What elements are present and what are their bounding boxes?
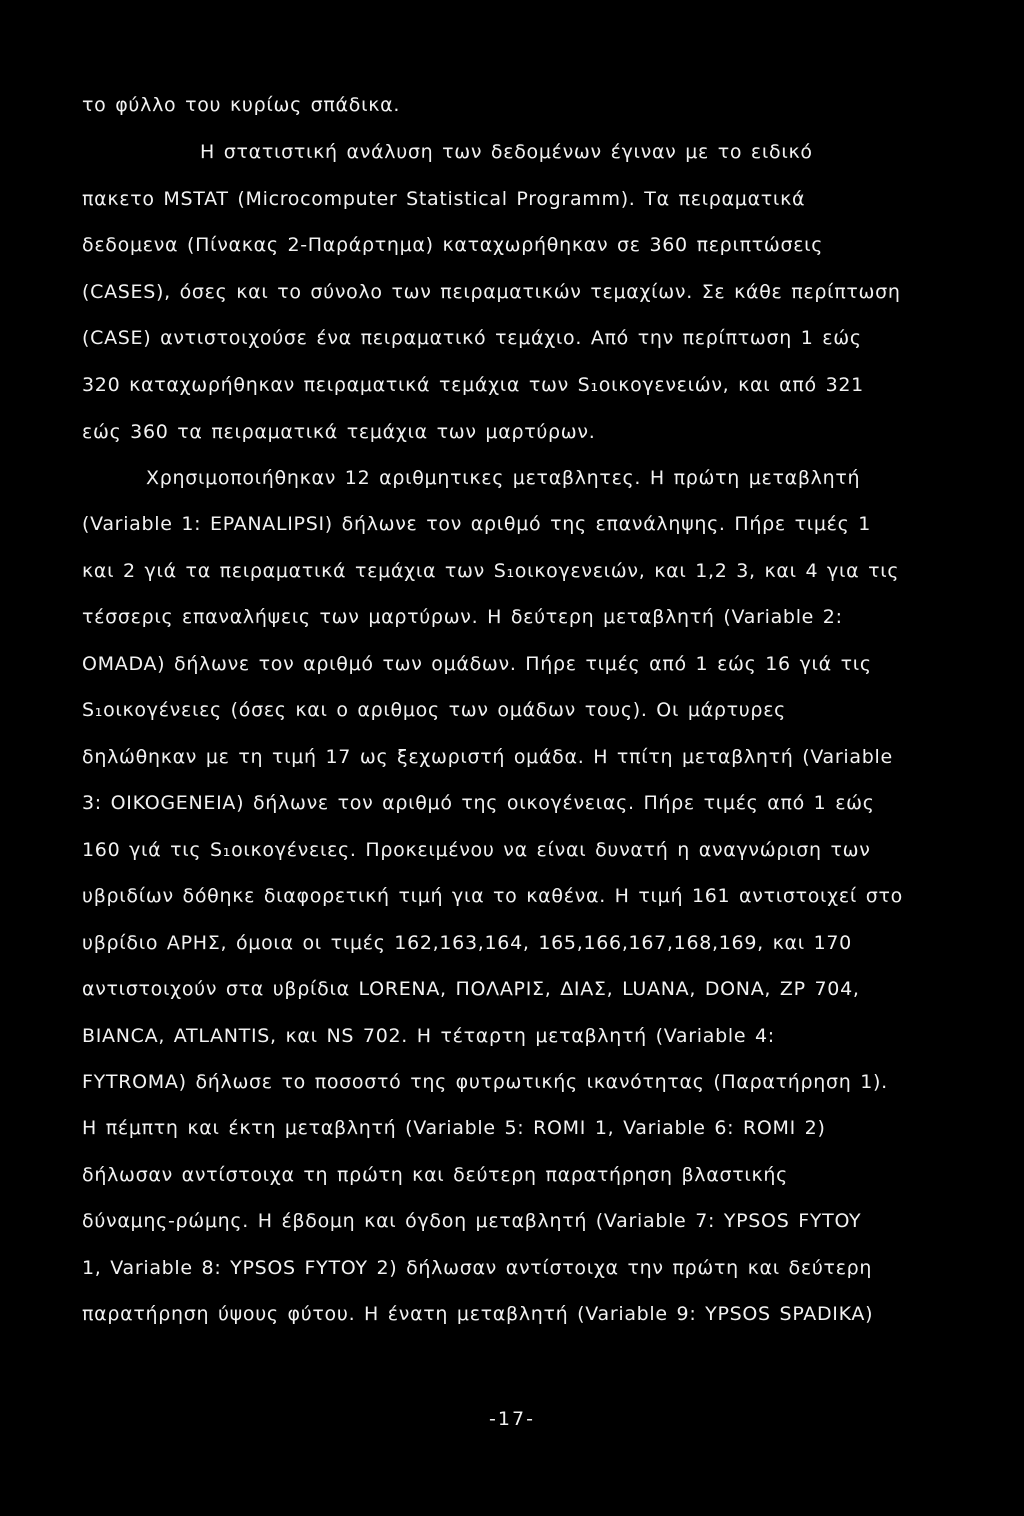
text-line: αντιστοιχούν στα υβρίδια LORENA, ΠΟΛΑΡΙΣ, ΔΙΑΣ, LUANA, DONA, ZP 704, <box>82 978 860 1000</box>
text-line: δύναμης-ρώμης. Η έβδομη και όγδοη μεταβλητή (Variable 7: YPSOS FYTOY <box>82 1210 862 1232</box>
text-line: FYTROMA) δήλωσε το ποσοστό της φυτρωτικής ικανότητας (Παρατήρηση 1). <box>82 1071 888 1093</box>
page-number: -17- <box>489 1408 535 1430</box>
text-line: 160 γιά τις S₁οικογένειες. Προκειμένου να είναι δυνατή η αναγνώριση των <box>82 839 871 861</box>
text-line: 3: OIKOGENEIA) δήλωνε τον αριθμό της οικογένειας. Πήρε τιμές από 1 εώς <box>82 792 875 814</box>
text-line: υβρίδιο ΑΡΗΣ, όμοια οι τιμές 162,163,164, 165,166,167,168,169, και 170 <box>82 932 852 954</box>
text-line: BIANCA, ATLANTIS, και NS 702. Η τέταρτη μεταβλητή (Variable 4: <box>82 1025 775 1047</box>
text-line: δήλωσαν αντίστοιχα τη πρώτη και δεύτερη παρατήρηση βλαστικής <box>82 1164 788 1186</box>
text-line: S₁οικογένειες (όσες και ο αριθμος των ομάδων τους). Οι μάρτυρες <box>82 699 787 721</box>
text-line: δεδομενα (Πίνακας 2-Παράρτημα) καταχωρήθηκαν σε 360 περιπτώσεις <box>82 234 824 256</box>
text-line: εώς 360 τα πειραματικά τεμάχια των μαρτύρων. <box>82 421 596 443</box>
text-line: και 2 γιά τα πειραματικά τεμάχια των S₁οικογενειών, και 1,2 3, και 4 για τις <box>82 560 900 582</box>
text-line: υβριδίων δόθηκε διαφορετική τιμή για το καθένα. Η τιμή 161 αντιστοιχεί στο <box>82 885 903 907</box>
text-line: Χρησιμοποιήθηκαν 12 αριθμητικες μεταβλητες. Η πρώτη μεταβλητή <box>146 467 861 489</box>
text-line: Η πέμπτη και έκτη μεταβλητή (Variable 5: ROMI 1, Variable 6: ROMI 2) <box>82 1117 826 1139</box>
text-line: Η στατιστική ανάλυση των δεδομένων έγιναν με το ειδικό <box>200 141 813 163</box>
text-line: δηλώθηκαν με τη τιμή 17 ως ξεχωριστή ομάδα. Η τπίτη μεταβλητή (Variable <box>82 746 893 768</box>
text-line: (CASES), όσες και το σύνολο των πειραματικών τεμαχίων. Σε κάθε περίπτωση <box>82 281 901 303</box>
text-line: πακετο MSTAT (Microcomputer Statistical Programm). Τα πειραματικά <box>82 188 806 210</box>
text-line: παρατήρηση ύψους φύτου. Η ένατη μεταβλητή (Variable 9: YPSOS SPADIKA) <box>82 1303 874 1325</box>
text-line: (Variable 1: EPANALIPSI) δήλωνε τον αριθμό της επανάληψης. Πήρε τιμές 1 <box>82 513 872 535</box>
text-line: OMADA) δήλωνε τον αριθμό των ομάδων. Πήρε τιμές από 1 εώς 16 γιά τις <box>82 653 872 675</box>
text-line: τέσσερις επαναλήψεις των μαρτύρων. Η δεύτερη μεταβλητή (Variable 2: <box>82 606 843 628</box>
text-line: (CASE) αντιστοιχούσε ένα πειραματικό τεμάχιο. Από την περίπτωση 1 εώς <box>82 327 862 349</box>
text-line: 320 καταχωρήθηκαν πειραματικά τεμάχια των S₁οικογενειών, και από 321 <box>82 374 864 396</box>
text-line: το φύλλο του κυρίως σπάδικα. <box>82 94 401 116</box>
text-line: 1, Variable 8: YPSOS FYTOY 2) δήλωσαν αντίστοιχα την πρώτη και δεύτερη <box>82 1257 873 1279</box>
